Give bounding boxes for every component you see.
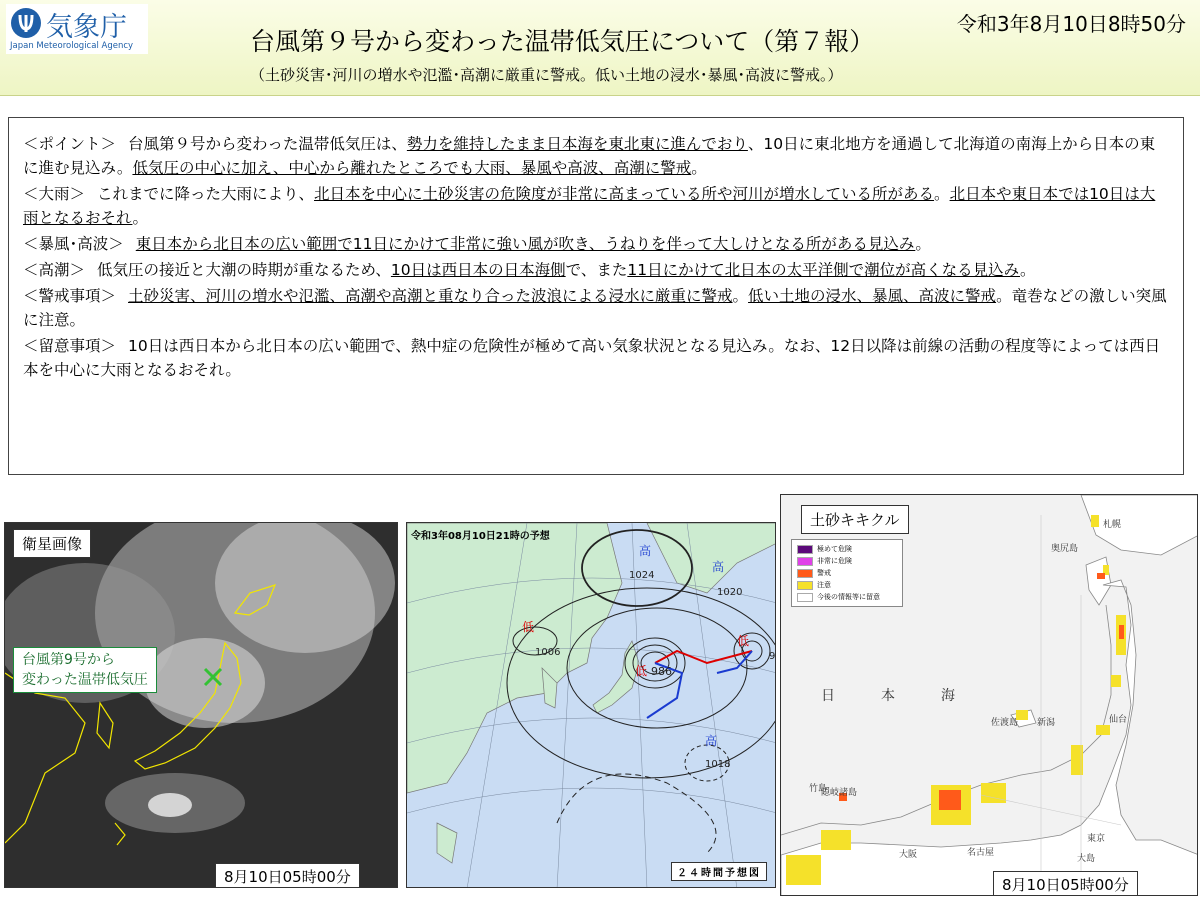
point-item <box>23 258 1169 282</box>
point-text: 11日にかけて北日本の太平洋側で潮位が高くなる見込み <box>627 261 1020 279</box>
point-label: ＜警戒事項＞ <box>23 287 117 305</box>
satellite-time-caption: 8月10日05時00分 <box>215 863 360 888</box>
legend-item <box>797 579 897 591</box>
point-text: で11日にかけて非常に強い風が吹き、うねりを伴って大しけとなる所がある見込み <box>337 235 916 253</box>
jma-emblem-icon <box>11 8 41 38</box>
point-text: 10日は西日本から北日本の広い範囲で、熱中症の危険性が極めて高い気象状況となる見込み。なお、12日以降は前線の活動の程度等によっては西日本を中心に大雨となるおそれ。 <box>23 337 1161 379</box>
legend-item <box>797 555 897 567</box>
point-text: 。 <box>934 185 950 203</box>
point-text: 土砂災害、河川の増水や氾濫、高潮や高潮と重なり合った波浪による浸水に厳重に警戒 <box>128 287 733 305</box>
point-label: ＜高潮＞ <box>23 261 86 279</box>
point-text: 。 <box>691 159 707 177</box>
legend-label: 極めて危険 <box>817 545 852 553</box>
point-text: 東日本から北日本の広い範囲 <box>135 235 338 253</box>
point-text: 。竜巻などの激しい突風に注意。 <box>23 287 1167 329</box>
satellite-image-tag: 衛星画像 <box>13 529 91 558</box>
sea-label-char-3: 海 <box>941 688 955 704</box>
high-label-2: 高 <box>712 560 725 574</box>
point-text: 低気圧の中心に加え、中心から離れたところでも大雨、暴風や高波、高潮に警戒 <box>132 159 692 177</box>
issued-datetime: 令和3年8月10日8時50分 <box>956 12 1186 36</box>
jma-logo[interactable] <box>6 4 148 54</box>
point-label: ＜暴風･高波＞ <box>23 235 124 253</box>
point-text: 低い土地の浸水、暴風、高波に警戒 <box>748 287 997 305</box>
point-text: 。 <box>132 209 148 227</box>
legend-swatch <box>797 557 813 566</box>
low-pressure-2: 986 <box>651 665 672 678</box>
point-text: 北日本や東日本では10日は大雨となるおそれ <box>23 185 1156 227</box>
point-label: ＜留意事項＞ <box>23 337 117 355</box>
place-sendai: 仙台 <box>1109 715 1128 725</box>
legend-swatch <box>797 569 813 578</box>
legend-label: 注意 <box>817 581 831 589</box>
point-text: 。 <box>915 235 931 253</box>
place-nagoya: 名古屋 <box>967 848 995 858</box>
low-pressure-3: 9 <box>769 651 776 662</box>
point-label: ＜大雨＞ <box>23 185 86 203</box>
satellite-image-panel <box>4 522 398 888</box>
landslide-time-caption: 8月10日05時00分 <box>993 871 1138 896</box>
sea-label-char-2: 本 <box>881 688 895 704</box>
place-sado: 佐渡島 <box>991 718 1019 728</box>
high-pressure-3: 1018 <box>705 759 731 770</box>
point-text: これまでに降った大雨により、 <box>97 185 315 203</box>
place-takeshima: 竹島 <box>809 784 828 794</box>
place-sapporo: 札幌 <box>1103 520 1122 530</box>
place-niigata: 新潟 <box>1037 718 1056 728</box>
header-banner <box>0 0 1200 96</box>
place-tokyo: 東京 <box>1087 834 1106 844</box>
high-pressure-1: 1024 <box>629 570 655 581</box>
cyclone-callout <box>13 647 157 693</box>
legend-label: 非常に危険 <box>817 557 852 565</box>
legend-label: 警戒 <box>817 569 831 577</box>
legend-swatch <box>797 593 813 602</box>
point-label: ＜ポイント＞ <box>23 135 117 153</box>
weather-map-title: 令和3年08月10日21時の予想 <box>411 531 550 542</box>
point-item <box>23 182 1169 230</box>
point-item <box>23 132 1169 180</box>
callout-line-1: 台風第9号から <box>22 652 115 668</box>
legend-swatch <box>797 545 813 554</box>
point-text: 、10日に東北地方を通過して北海道の南海上から日本の東に進む見込み。 <box>23 135 1156 177</box>
legend-label: 今後の情報等に留意 <box>817 593 880 601</box>
point-item <box>23 232 1169 256</box>
legend-item <box>797 567 897 579</box>
low-label-3: 低 <box>737 634 750 648</box>
callout-line-2: 変わった温帯低気圧 <box>22 672 148 688</box>
place-oki: 隠岐諸島 <box>821 788 858 798</box>
landslide-risk-map-panel <box>780 494 1198 896</box>
logo-japanese-text: 気象庁 <box>46 12 127 43</box>
point-text: 。 <box>732 287 749 305</box>
high-pressure-2: 1020 <box>717 587 743 598</box>
satellite-image <box>5 523 398 888</box>
point-text: 低気圧の接近と大潮の時期が重なるため、 <box>97 261 391 279</box>
point-text: 台風第９号から変わった温帯低気圧は、 <box>128 135 407 153</box>
point-text: 勢力を維持したまま日本海を東北東に進んでおり <box>406 135 748 153</box>
legend-item <box>797 543 897 555</box>
page-subtitle: （土砂災害･河川の増水や氾濫･高潮に厳重に警戒。低い土地の浸水･暴風･高波に警戒。） <box>250 66 843 84</box>
key-points-box <box>8 117 1184 475</box>
legend-item <box>797 591 897 603</box>
point-text: 北日本を中心に土砂災害の危険度が非常に高まっている所や河川が増水している所がある <box>314 185 935 203</box>
point-text: 。 <box>1020 261 1036 279</box>
place-okushiri: 奥尻島 <box>1051 544 1079 554</box>
low-label-1: 低 <box>522 620 535 634</box>
point-item <box>23 334 1169 382</box>
logo-english-text: Japan Meteorological Agency <box>10 41 134 51</box>
landslide-map-tag: 土砂キキクル <box>801 505 909 534</box>
place-oshima: 大島 <box>1077 854 1096 864</box>
place-osaka: 大阪 <box>899 850 918 860</box>
high-label-1: 高 <box>639 544 652 558</box>
point-item <box>23 284 1169 332</box>
high-label-3: 高 <box>705 734 718 748</box>
low-label-2: 低 <box>635 664 648 678</box>
page-title: 台風第９号から変わった温帯低気圧について（第７報） <box>250 27 875 56</box>
low-pressure-1: 1006 <box>535 647 561 658</box>
legend-swatch <box>797 581 813 590</box>
point-text: 10日は西日本の日本海側 <box>390 261 566 279</box>
landslide-legend <box>791 539 903 607</box>
weather-forecast-map <box>407 523 776 888</box>
weather-forecast-map-panel <box>406 522 776 888</box>
weather-map-caption: ２４時間予想図 <box>671 862 767 881</box>
point-text: で、また <box>565 261 628 279</box>
sea-label-char-1: 日 <box>821 688 835 704</box>
